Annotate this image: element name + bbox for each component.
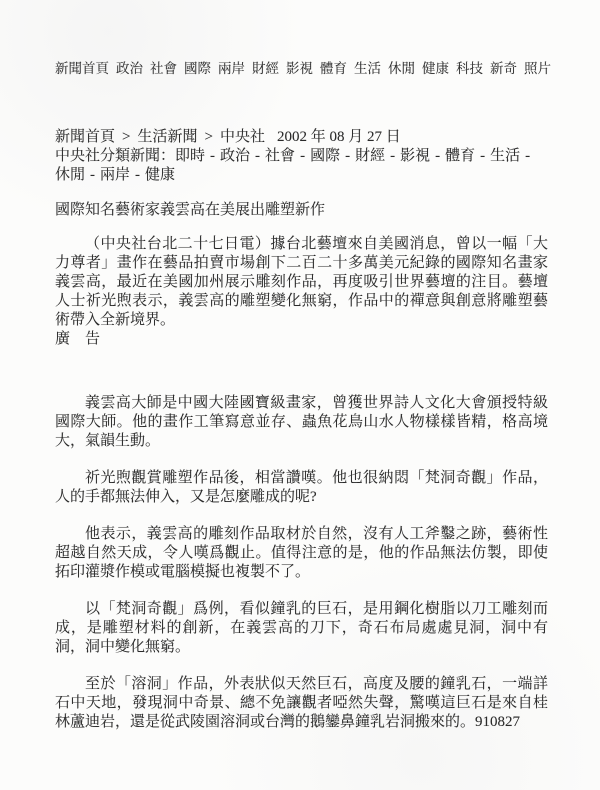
- category-separator: -: [345, 148, 351, 164]
- category-separator: -: [525, 148, 531, 164]
- nav-item-news-home[interactable]: 新聞首頁: [55, 61, 109, 76]
- category-item-society[interactable]: 社會: [265, 148, 296, 164]
- category-separator: -: [480, 148, 486, 164]
- nav-item-society[interactable]: 社會: [150, 61, 177, 76]
- nav-item-life[interactable]: 生活: [354, 61, 381, 76]
- category-item-leisure[interactable]: 休閒: [55, 167, 86, 183]
- article-paragraph-5: 以「梵洞奇觀」爲例，看似鐘乳的巨石，是用鋼化樹脂以刀工雕刻而成，是雕塑材料的創新，在義雲高的刀下，奇石布局處處見洞，洞中有洞，洞中變化無窮。: [55, 601, 548, 655]
- nav-item-tech[interactable]: 科技: [456, 61, 483, 76]
- category-bar: [55, 147, 548, 185]
- category-separator: -: [435, 148, 441, 164]
- ad-slot: [55, 349, 548, 394]
- category-separator: -: [255, 148, 261, 164]
- article-paragraph-1: （中央社台北二十七日電）據台北藝壇來自美國消息，曾以一幅「大力尊者」畫作在藝品拍賣市場創下二百二十多萬美元紀錄的國際知名畫家義雲高，最近在美國加州展示雕刻作品，再度吸引世界藝壇的注目。藝壇人士祈光煦表示，義雲高的雕塑變化無窮，作品中的禪意與創意將雕塑藝術帶入全新境界。: [55, 236, 548, 328]
- nav-item-politics[interactable]: 政治: [116, 61, 143, 76]
- category-item-finance[interactable]: 財經: [355, 148, 386, 164]
- breadcrumb-source-cna[interactable]: 中央社: [219, 129, 265, 145]
- breadcrumb-separator: >: [204, 129, 213, 145]
- article-title: 國際知名藝術家義雲高在美展出雕塑新作: [55, 202, 326, 218]
- nav-item-finance[interactable]: 財經: [252, 61, 279, 76]
- nav-item-photos[interactable]: 照片: [524, 61, 551, 76]
- category-item-health[interactable]: 健康: [145, 167, 176, 183]
- category-separator: -: [300, 148, 306, 164]
- category-item-sports[interactable]: 體育: [445, 148, 476, 164]
- nav-item-sports[interactable]: 體育: [320, 61, 347, 76]
- article-paragraph-4: 他表示，義雲高的雕刻作品取材於自然，沒有人工斧鑿之跡，藝術性超越自然天成，令人嘆爲觀止。值得注意的是，他的作品無法仿製，即使拓印灌漿作模或電腦模擬也複製不了。: [55, 526, 548, 580]
- nav-item-health[interactable]: 健康: [422, 61, 449, 76]
- category-item-international[interactable]: 國際: [310, 148, 341, 164]
- breadcrumb-life-news[interactable]: 生活新聞: [137, 129, 198, 145]
- category-separator: -: [135, 167, 141, 183]
- breadcrumb-separator: >: [122, 129, 131, 145]
- category-separator: -: [210, 148, 216, 164]
- category-separator: -: [390, 148, 396, 164]
- ad-label: 廣 告: [55, 331, 101, 347]
- breadcrumb: [55, 128, 548, 147]
- category-item-instant[interactable]: 即時: [175, 148, 206, 164]
- article-paragraph-3: 祈光煦觀賞雕塑作品後，相當讚嘆。他也很納悶「梵洞奇觀」作品，人的手都無法伸入，又是怎麼雕成的呢?: [55, 470, 548, 505]
- nav-item-cross-strait[interactable]: 兩岸: [218, 61, 245, 76]
- top-nav: [55, 60, 551, 77]
- article-date: 2002 年 08 月 27 日: [276, 129, 401, 145]
- article-paragraph-2: 義雲高大師是中國大陸國寶級畫家，曾獲世界詩人文化大會頒授特級國際大師。他的畫作工筆寫意並存、蟲魚花鳥山水人物樣樣皆精，格高境大，氣韻生動。: [55, 395, 548, 449]
- nav-item-novelty[interactable]: 新奇: [490, 61, 517, 76]
- nav-item-leisure[interactable]: 休閒: [388, 61, 415, 76]
- breadcrumb-news-home[interactable]: 新聞首頁: [55, 129, 116, 145]
- nav-item-entertainment[interactable]: 影視: [286, 61, 313, 76]
- category-item-cross-strait[interactable]: 兩岸: [100, 167, 131, 183]
- category-label: 中央社分類新聞：: [55, 148, 176, 164]
- category-separator: -: [90, 167, 96, 183]
- category-item-politics[interactable]: 政治: [220, 148, 251, 164]
- article-paragraph-6: 至於「溶洞」作品，外表狀似天然巨石，高度及腰的鐘乳石，一端詳石中天地，發現洞中奇景、總不免讓觀者啞然失聲，驚嘆這巨石是來自桂林蘆迪岩，還是從武陵園溶洞或台灣的鵝鑾鼻鐘乳岩洞搬來的。910827: [55, 676, 548, 730]
- nav-item-international[interactable]: 國際: [184, 61, 211, 76]
- category-item-life[interactable]: 生活: [490, 148, 521, 164]
- category-item-entertainment[interactable]: 影視: [400, 148, 431, 164]
